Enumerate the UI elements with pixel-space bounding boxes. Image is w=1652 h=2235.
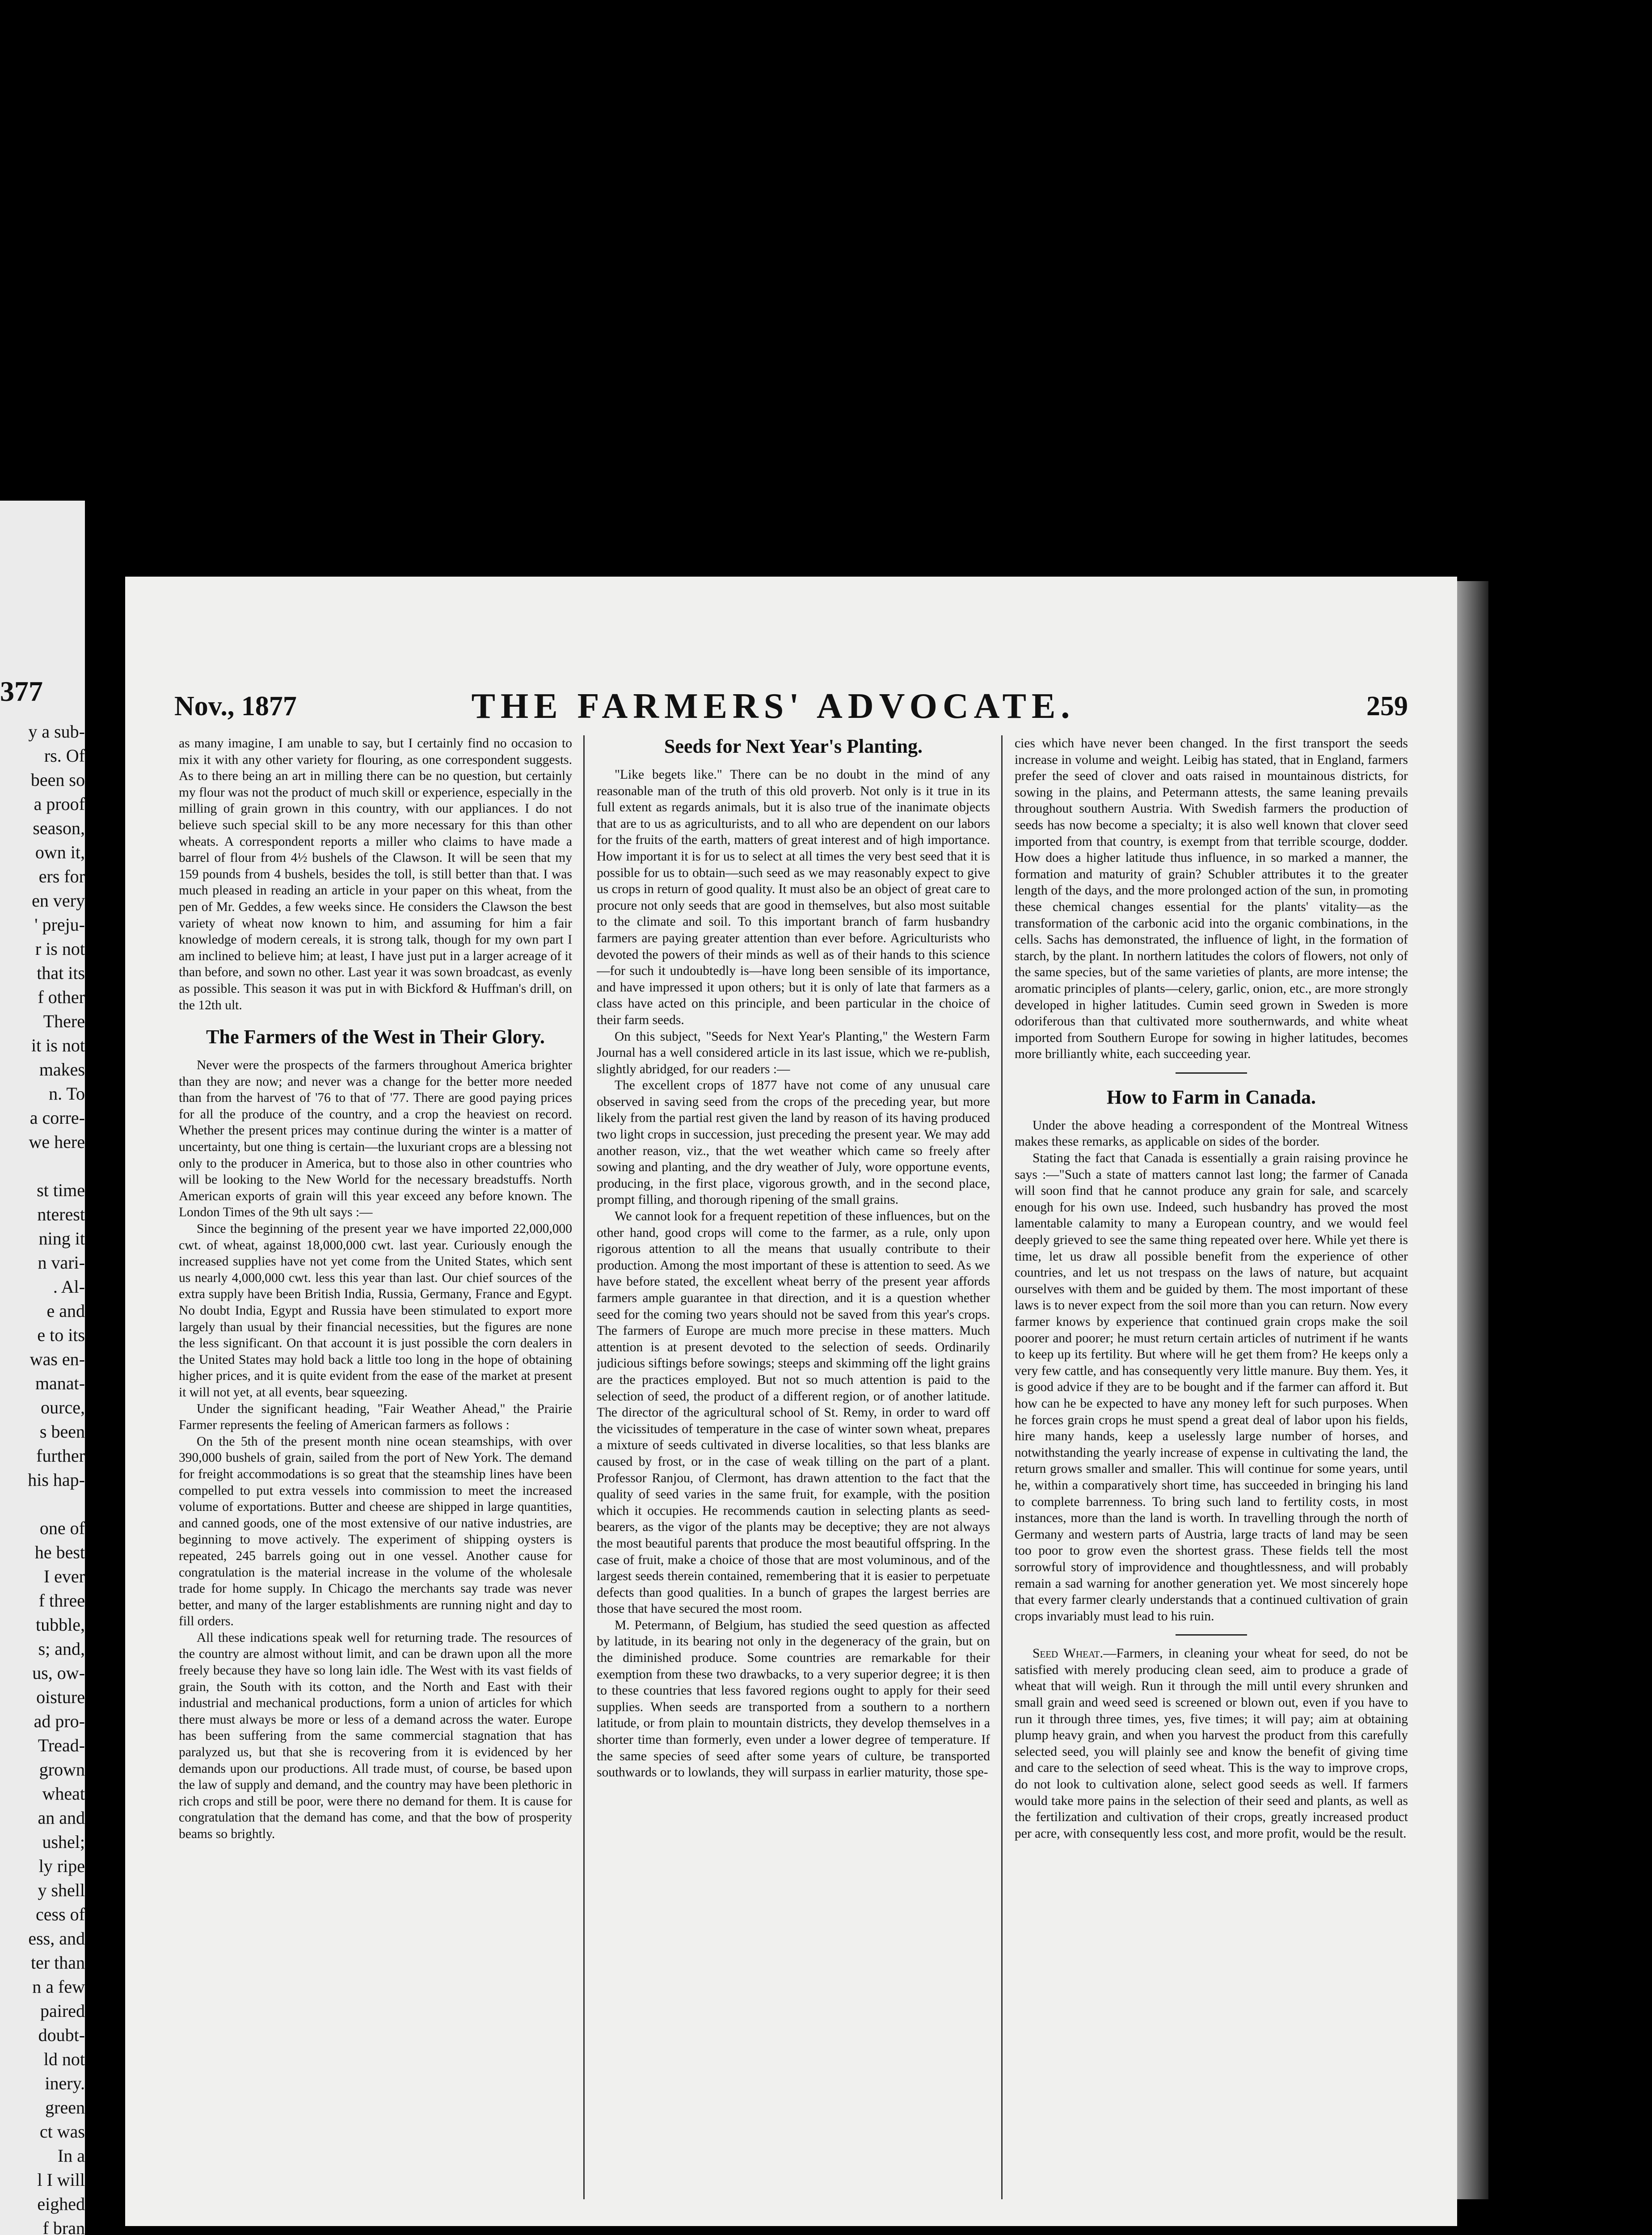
page-header — [174, 686, 1408, 726]
left-page-fragment-line: doubt- — [38, 2025, 85, 2045]
section-rule — [1176, 1634, 1247, 1636]
left-page-fragment-line: his hap- — [28, 1470, 85, 1490]
left-page-fragment-line: was en- — [30, 1349, 85, 1369]
left-page-fragment-line: y shell — [38, 1880, 85, 1900]
section-rule — [1176, 1072, 1247, 1074]
left-page-fragment-line: inery. — [45, 2073, 85, 2093]
left-page-number: 377 — [0, 675, 43, 707]
left-page-fragment-line: s been — [39, 1421, 85, 1442]
left-page-fragment — [0, 501, 85, 2235]
left-page-fragment-line: ct was — [39, 2121, 85, 2142]
article-paragraph: On this subject, "Seeds for Next Year's Planting," the Western Farm Journal has a well considered article in its last issue, which we re-publish, slightly abridged, for our readers :— — [597, 1029, 990, 1076]
left-page-fragment-line: ess, and — [28, 1928, 85, 1948]
left-page-fragment-line: manat- — [35, 1373, 85, 1393]
left-page-fragment-line: he best — [34, 1542, 85, 1562]
seed-wheat-text: —Farmers, in cleaning your wheat for seed, do not be satisfied with merely producing clean seed, aim to produce a grade of wheat that will weigh. Run it through the mill until every shrunken and small grain and weed seed is screened or blown out, even if you have to run it through three times, yes, five times; it will pay; aim at obtaining plump heavy grain, and when you harvest the product from this carefully selected seed, you will plainly see and know the benefit of giving time and care to the selection of seed wheat. This is the way to improve crops, do not look to cultivation alone, select good seeds as well. If farmers would take more pains in the selection of their seed and plants, as well as the fertilization and cultivation of their crops, greatly increased product per acre, with consequently less cost, and more profit, would be the result. — [1015, 1646, 1408, 1841]
left-page-fragment-line: f three — [38, 1590, 85, 1611]
left-page-fragment-line: it is not — [31, 1035, 85, 1055]
left-page-fragment-line: own it, — [35, 842, 85, 862]
left-page-fragment-line: further — [36, 1446, 85, 1466]
left-page-fragment-line: wheat — [42, 1784, 85, 1804]
left-page-fragment-line: eighed — [37, 2194, 85, 2214]
left-page-fragment-line: a corre- — [30, 1108, 85, 1128]
left-page-fragment-line: n a few — [32, 1977, 85, 1997]
article-paragraph: Under the above heading a correspondent of the Montreal Witness makes these remarks, as applicable on sides of the border. — [1015, 1118, 1408, 1149]
left-page-fragment-line: makes — [39, 1059, 85, 1080]
left-page-fragment-line — [4, 1492, 85, 1516]
left-page-fragment-line: n. To — [49, 1084, 85, 1104]
left-page-fragment-line: nterest — [37, 1204, 85, 1224]
page-edge — [1457, 581, 1488, 2199]
article-paragraph: We cannot look for a frequent repetition of these influences, but on the other hand, good crops will come to the farmer, as a rule, only upon rigorous attention to all the means that usually contribute to their production. Among the most important of these is attention to seed. As we have before stated, the excellent wheat berry of the present year affords farmers ample guarantee in that direction, and it is a question whether seed for the coming two years should not be saved from this year's crops. The farmers of Europe are much more precise in these matters. Much attention is at present devoted to the selection of seeds. Ordinarily judicious siftings before sowings; steeps and skimming off the light grains are the practices employed. But not so much attention is paid to the selection of seed, the product of a different region, or of another latitude. The director of the agricultural school of St. Remy, in order to ward off the vicissitudes of temperature in the case of winter sown wheat, prepares a mixture of seeds cultivated in diverse localities, so that less blanks are caused by frost, or in the case of weak tilling on the part of a plant. Professor Ranjou, of Clermont, has drawn attention to the fact that the quality of seed varies in the same fruit, for example, with the position which it occupies. He recommends caution in selecting plants as seed-bearers, as the vigor of the plants may be deceptive; they are not always the most beautiful parents that produce the most beautiful offspring. In the case of fruit, make a choice of those that are most voluminous, and of the largest seeds therein contained, remembering that it is easier to perpetuate defects than good qualities. In a bunch of grapes the largest berries are those that have secured the most room. — [597, 1209, 990, 1616]
left-page-fragment-line: ource, — [41, 1397, 85, 1417]
left-page-fragment-line: an and — [38, 1808, 85, 1828]
left-page-fragment-line: ad pro- — [34, 1711, 85, 1731]
left-page-fragment-line: . Al- — [53, 1277, 85, 1297]
left-page-fragment-line: paired — [40, 2001, 85, 2021]
left-page-fragment-line: e to its — [37, 1325, 85, 1345]
left-page-fragment-line: There — [43, 1011, 85, 1031]
left-page-fragment-line: a proof — [34, 794, 85, 814]
column-3 — [1015, 735, 1408, 2213]
left-page-fragment-line: ter than — [30, 1952, 85, 1973]
left-page-text-fragments — [4, 720, 85, 2235]
left-page-fragment-line: cess of — [36, 1904, 85, 1924]
left-page-fragment-line: Tread- — [38, 1735, 85, 1755]
left-page-fragment-line: ushel; — [42, 1832, 85, 1852]
left-page-fragment-line: oisture — [36, 1687, 85, 1707]
left-page-fragment-line: e and — [46, 1301, 85, 1321]
left-page-fragment-line: ly ripe — [38, 1856, 85, 1876]
article-paragraph: Under the significant heading, "Fair Weather Ahead," the Prairie Farmer represents the feeling of American farmers as follows : — [179, 1401, 572, 1433]
article-paragraph: On the 5th of the present month nine ocean steamships, with over 390,000 bushels of grain, sailed from the port of New York. The demand for freight accommodations is so great that the steamship lines have been compelled to put extra vessels into commission to meet the increased volume of exportations. Butter and cheese are shipped in large quantities, and canned goods, one of the most extensive of our native industries, are beginning to move actively. The experiment of shipping oysters is repeated, 245 barrels going out in one vessel. Another cause for congratulation is the material increase in the volume of the wholesale trade for home supply. In Chicago the merchants say trade was never better, and many of the larger establishments are running night and day to fill orders. — [179, 1434, 572, 1629]
page-number: 259 — [1366, 691, 1408, 721]
left-page-fragment-line: ning it — [38, 1228, 85, 1248]
column-1 — [179, 735, 572, 2213]
left-page-fragment-line: In a — [57, 2146, 85, 2166]
column-divider — [1001, 735, 1003, 2199]
column-2 — [597, 735, 990, 2213]
left-page-fragment-line: I ever — [43, 1566, 85, 1586]
masthead: THE FARMERS' ADVOCATE. — [471, 687, 1075, 726]
left-page-fragment-line: s; and, — [38, 1639, 85, 1659]
continued-text: as many imagine, I am unable to say, but I certainly find no occasion to mix it with any other variety for flouring, as one correspondent suggests. As to there being an art in milling there can be no question, but certainly my flour was not the product of much skill or experience, especially in the milling of grain grown in this country, with our appliances. I do not believe such special skill to be any more necessary for this than other wheats. A correspondent reports a miller who claims to have made a barrel of flour from 4½ bushels of the Clawson. It will be seen that my 159 pounds from 4 bushels, besides the toll, is still better than that. I was much pleased in reading an article in your paper on this wheat, from the pen of Mr. Geddes, a few weeks since. He considers the Clawson the best variety of wheat now known to him, and assuming for him a fair knowledge of modern cereals, it is strong talk, though for my own part I am inclined to believe him; at least, I have just put in a larger acreage of it than before, and sown no other. Last year it was sown broadcast, as evenly as possible. This season it was put in with Bickford & Huffman's drill, on the 12th ult. — [179, 736, 572, 1012]
left-page-fragment-line: l I will — [37, 2170, 85, 2190]
article-paragraph: Never were the prospects of the farmers throughout America brighter than they are now; and never was a change for the better more needed than from the harvest of '76 to that of '77. There are good paying prices for all the produce of the country, and a crop the heaviest on record. Whether the present prices may continue during the winter is a matter of uncertainty, but one thing is certain—the luxuriant crops are a blessing not only to the producer in America, but to those also in other countries who will be looking to the New World for the necessary breadstuffs. North American exports of grain will this year exceed any before known. The London Times of the 9th ult says :— — [179, 1058, 572, 1220]
left-page-fragment-line: grown — [39, 1759, 85, 1780]
article-paragraph: "Like begets like." There can be no doubt in the mind of any reasonable man of the truth of this old proverb. Not only is it true in its full extent as regards animals, but it is also true of the inanimate objects that are to us as agriculturists, and to all who are dependent on our labors for the fruits of the earth, matters of great interest and of high importance. How important it is for us to select at all times the very best seed that it is possible for us to obtain—such seed as we may reasonably expect to give us crops in return of good quality. It must also be an object of great care to procure not only seeds that are good in themselves, but also most suitable to the climate and soil. To this important branch of farm husbandry farmers are paying greater attention than ever before. Agriculturists who devoted the powers of their minds as well as of their hands to this science—for such it undoubtedly is—have long been sensible of its importance, and have impressed it upon others; but it is only of late that farmers as a class have acted on this principle, and been particular in the choice of their farm seeds. — [597, 767, 990, 1027]
left-page-fragment-line: we here — [29, 1132, 85, 1152]
article-paragraph: All these indications speak well for returning trade. The resources of the country are almost without limit, and can be drawn upon all the more freely because they have so long lain idle. The West with its vast fields of grain, the South with its cotton, and the North and East with their industrial and mechanical productions, form a union of articles for which there must always be more or less of a demand across the water. Europe has been suffering from the same commercial stagnation that has paralyzed us, but that she is recovering from it is evidenced by her demands upon our productions. All trade must, of course, be based upon the law of supply and demand, and the country may have been plethoric in rich crops and still be poor, were there no demand for them. It is cause for congratulation that the demand has come, and that the bow of prosperity beams so brightly. — [179, 1630, 572, 1841]
left-page-fragment-line: y a sub- — [28, 721, 85, 742]
left-page-fragment-line: f bran — [42, 2218, 85, 2235]
left-page-fragment-line: season, — [33, 818, 85, 838]
article-paragraph: The excellent crops of 1877 have not come of any unusual care observed in saving seed from the crops of the preceding year, but more likely from the partial rest given the land by reason of its having produced two light crops in succession, just preceding the present year. We may add another reason, viz., that the wet weather which came so freely after sowing and planting, and the dry weather of July, wore opportune events, producing, in the first place, vigorous growth, and in the second place, prompt filling, and thorough ripening of the small grains. — [597, 1078, 990, 1207]
left-page-fragment-line: r is not — [35, 939, 85, 959]
left-page-fragment-line: ers for — [38, 866, 85, 886]
left-page-fragment-line: ld not — [43, 2049, 85, 2069]
seed-wheat-lead: Seed Wheat. — [1032, 1646, 1103, 1661]
left-page-fragment-line: tubble, — [36, 1615, 85, 1635]
left-page-fragment-line: n vari- — [38, 1252, 85, 1273]
article-title: How to Farm in Canada. — [1106, 1086, 1316, 1108]
left-page-fragment-line: f other — [38, 987, 85, 1007]
issue-date: Nov., 1877 — [174, 691, 297, 721]
seed-wheat-paragraph — [1015, 1645, 1408, 1842]
column-divider — [583, 735, 585, 2199]
left-page-fragment-line: us, ow- — [32, 1663, 85, 1683]
left-page-fragment-line: ' preju- — [34, 915, 85, 935]
left-page-fragment-line: en very — [32, 890, 85, 911]
article-paragraph: M. Petermann, of Belgium, has studied the seed question as affected by latitude, in its bearing not only in the degeneracy of the grain, but on the diminished produce. Some countries are remarkable for their exemption from these two drawbacks, to a very superior degree; it is then to these countries that less favored regions ought to apply for their seed supplies. When seeds are transported from a southern to a northern latitude, or from plain to mountain districts, they develop themselves in a shorter time than formerly, even under a lower degree of temperature. If the same species of seed after some years of culture, be transported southwards or to lowlands, they will surpass in earlier maturity, those spe- — [597, 1618, 990, 1780]
left-page-fragment-line: rs. Of — [44, 746, 85, 766]
left-page-fragment-line: been so — [30, 770, 85, 790]
left-page-fragment-line: green — [45, 2097, 85, 2117]
left-page-fragment-line: one of — [39, 1518, 85, 1538]
left-page-fragment-line — [4, 1154, 85, 1178]
left-page-fragment-line: that its — [37, 963, 85, 983]
left-page-fragment-line: st time — [37, 1180, 85, 1200]
article-title: Seeds for Next Year's Planting. — [664, 735, 923, 757]
article-paragraph: Since the beginning of the present year we have imported 22,000,000 cwt. of wheat, against 18,000,000 cwt. last year. Curiously enough the increased supplies have not yet come from the United States, which sent us nearly 4,000,000 cwt. less this year than last. Our chief sources of the extra supply have been British India, Russia, Germany, France and Egypt. No doubt India, Egypt and Russia have been stimulated to export more largely than usual by their financial necessities, but the figures are none the less significant. On that account it is just possible the corn dealers in the United States may hold back a little too long in the hope of obtaining higher prices, and it is quite evident from the ease of the market at present it will not yet, at all events, bear squeezing. — [179, 1222, 572, 1400]
continued-text: cies which have never been changed. In the first transport the seeds increase in volume and weight. Leibig has stated, that in England, farmers prefer the seed of clover and oats raised in mountainous districts, for sowing in the plains, and Petermann attests, the same leaning prevails throughout southern Austria. With Swedish farmers the production of seeds has now become a specialty; it is also well known that clover seed imported from that country, is exempt from that terrible scourge, dodder. How does a higher latitude thus influence, in so marked a manner, the formation and maturity of grain? Schubler attributes it to the greater length of the days, and the more prolonged action of the sun, in promoting these chemical changes essential for the plants' vitality—as the transformation of the carbonic acid into the organic combinations, in the cells. Sachs has demonstrated, the influence of light, in the formation of starch, by the plant. In northern latitudes the colors of flowers, not only of the same species, but of the same varieties of plants, are more intense; the aromatic principles of plants—celery, garlic, onion, etc., are more strongly developed in higher latitudes. Cumin seed grown in Sweden is more odoriferous than that cultivated more southernwards, and white wheat imported from Southern Europe for sowing in higher latitudes, becomes more brilliantly white, each succeeding year. — [1015, 736, 1408, 1062]
newspaper-page — [125, 577, 1457, 2226]
article-title: The Farmers of the West in Their Glory. — [206, 1026, 545, 1048]
article-paragraph: Stating the fact that Canada is essentially a grain raising province he says :—"Such a state of matters cannot last long; the farmer of Canada will soon find that he cannot produce any grain for sale, and scarcely enough for his own use. Indeed, such husbandry has proved the most lamentable calamity to many a European country, and we would feel deeply grieved to see the same thing repeated over here. While yet there is time, let us draw all possible benefit from the experience of other countries, and let us not trespass on the laws of nature, but acquaint ourselves with them and be guided by them. The most important of these laws is to never expect from the soil more than you can return. Now every farmer knows by experience that continued grain crops make the soil poorer and poorer; he must return certain articles of nutriment if he wants to keep up its fertility. But where will he get them from? He keeps only a very few cattle, and has consequently very little manure. Buy them. Yes, it is good advice if they are to be bought and if the farmer can afford it. But how can he be expected to have any money left for such purposes. When he forces grain crops he must spend a great deal of labor upon his fields, hire many hands, keep a uselessly large number of horses, and notwithstanding the yearly increase of expense in cultivating the land, the return grows smaller and smaller. This will continue for some years, until he, within a comparatively short time, has succeeded in bringing his land to complete barrenness. To bring such land to fertility costs, in most instances, more than the land is worth. In travelling through the north of Germany and western parts of Austria, large tracts of land may be seen too poor to grow even the shortest grass. These fields tell the most sorrowful story of improvidence and thoughtlessness, and will probably remain a sad warning for another generation yet. We most sincerely hope that every farmer clearly understands that a continued cultivation of grain crops invariably must lead to his ruin. — [1015, 1151, 1408, 1624]
